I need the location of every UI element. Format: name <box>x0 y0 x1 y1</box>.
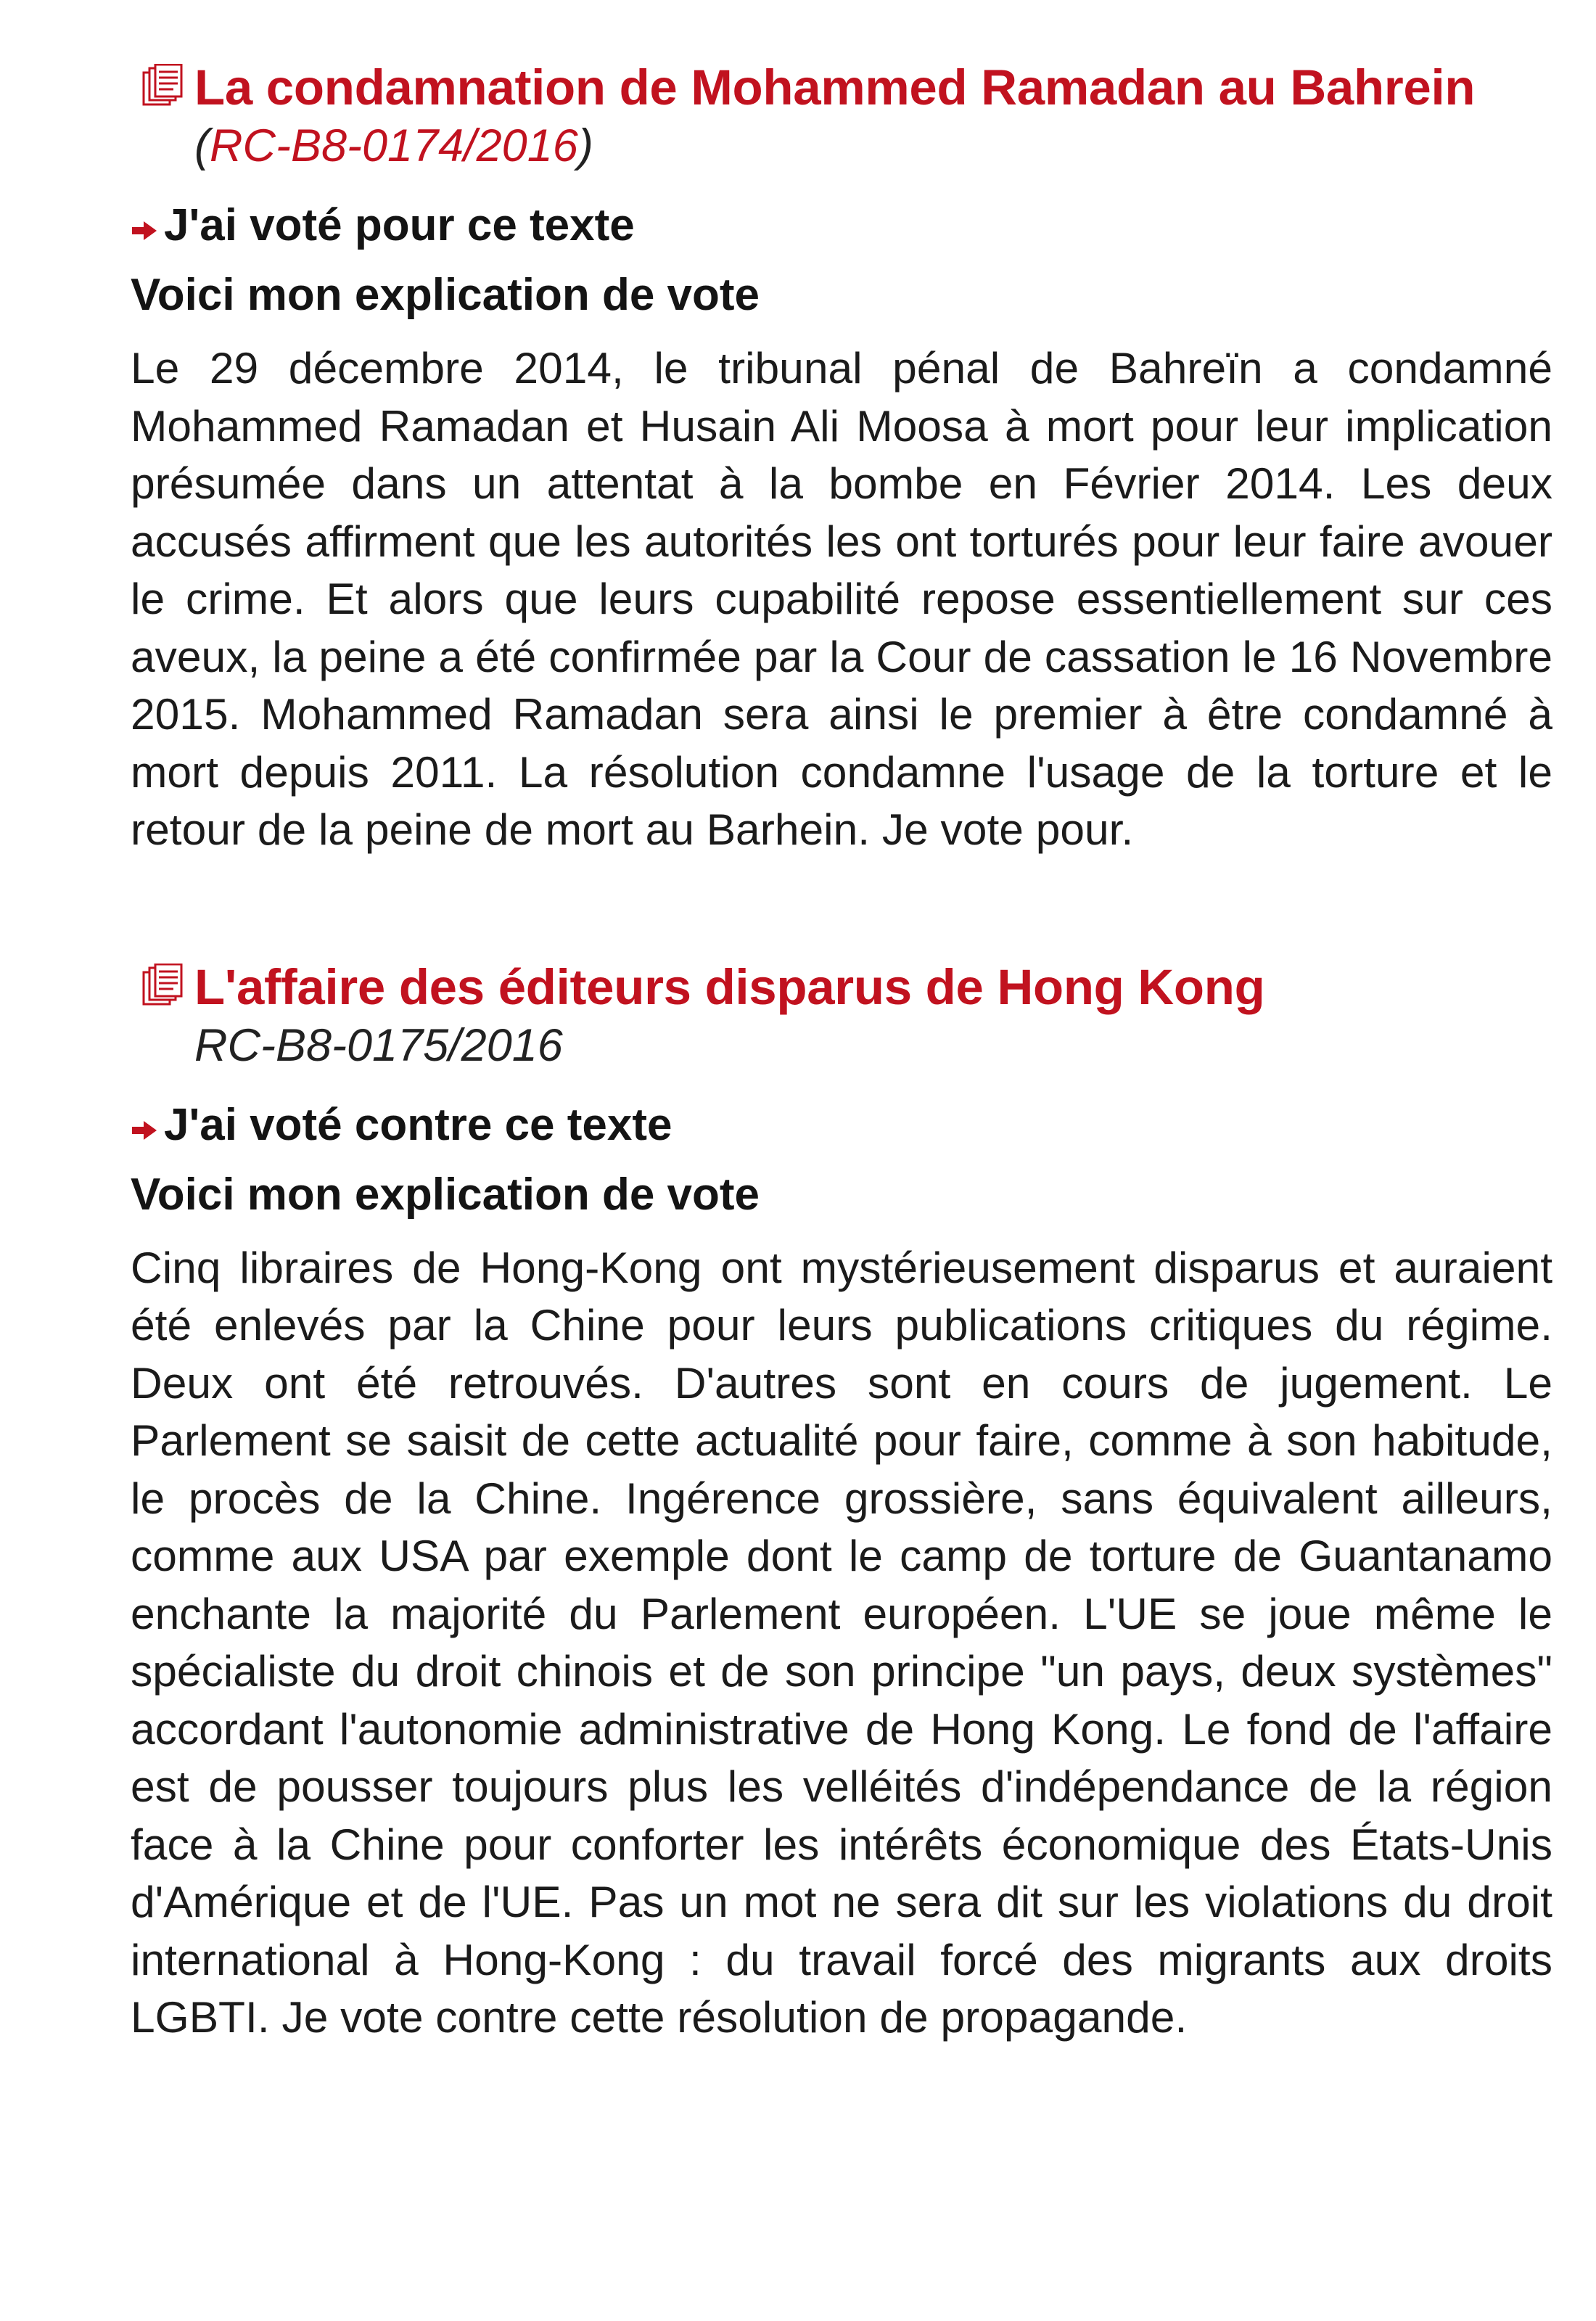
vote-row <box>131 197 1552 254</box>
vote-section-hong-kong <box>131 958 1552 2047</box>
vote-row <box>131 1097 1552 1154</box>
arrow-right-icon <box>131 220 158 242</box>
resolution-reference <box>194 1017 1552 1074</box>
explanation-body: Le 29 décembre 2014, le tribunal pénal de Bahreïn a condamné Mohammed Ramadan et Husain Ali Moosa à mort pour leur implication présumée dans un attentat à la bombe en Février 2014. Les deux accusés affirment que les autorités les ont torturés pour leur faire avouer le crime. Et alors que leurs cupabilité repose essentiellement sur ces aveux, la peine a été confirmée par la Cour de cassation le 16 Novembre 2015. Mohammed Ramadan sera ainsi le premier à être condamné à mort depuis 2011. La résolution condamne l'usage de la torture et le retour de la peine de mort au Barhein. Je vote pour. <box>131 343 1552 854</box>
explanation-body: Cinq libraires de Hong-Kong ont mystérieusement disparus et auraient été enlevés par la Chine pour leurs publications critiques du régime. Deux ont été retrouvés. D'autres sont en cours de jugement. Le Parlement se saisit de cette actualité pour faire, comme à son habitude, le procès de la Chine. Ingérence grossière, sans équivalent ailleurs, comme aux USA par exemple dont le camp de torture de Guantanamo enchante la majorité du Parlement européen. L'UE se joue même le spécialiste du droit chinois et de son principe "un pays, deux systèmes" accordant l'autonomie administrative de Hong Kong. Le fond de l'affaire est de pousser toujours plus les velléités d'indépendance de la région face à la Chine pour conforter les intérêts économique des États-Unis d'Amérique et de l'UE. Pas un mot ne sera dit sur les violations du droit international à Hong-Kong : du travail forcé des migrants aux droits LGBTI. Je vote contre cette résolution de propagande. <box>131 1242 1552 2042</box>
vote-position: J'ai voté contre ce texte <box>164 1099 672 1150</box>
document-page <box>131 58 1552 2047</box>
section-title[interactable]: L'affaire des éditeurs disparus de Hong Kong <box>194 958 1265 1015</box>
vote-section-bahrein <box>131 58 1552 859</box>
vote-position: J'ai voté pour ce texte <box>164 200 635 250</box>
explanation-heading: Voici mon explication de vote <box>131 270 760 320</box>
explanation-heading: Voici mon explication de vote <box>131 1169 760 1220</box>
section-title-row <box>142 58 1552 118</box>
document-icon <box>142 964 183 1007</box>
reference-close-paren: ) <box>577 120 593 171</box>
document-icon <box>142 64 183 107</box>
section-title[interactable]: La condamnation de Mohammed Ramadan au Bahrein <box>194 59 1476 115</box>
reference-code: RC-B8-0175/2016 <box>194 1019 563 1071</box>
reference-open-paren: ( <box>194 120 210 171</box>
section-title-row <box>142 958 1552 1017</box>
arrow-right-icon <box>131 1120 158 1141</box>
resolution-reference <box>194 118 1552 174</box>
reference-code-link[interactable]: RC-B8-0174/2016 <box>209 120 578 171</box>
